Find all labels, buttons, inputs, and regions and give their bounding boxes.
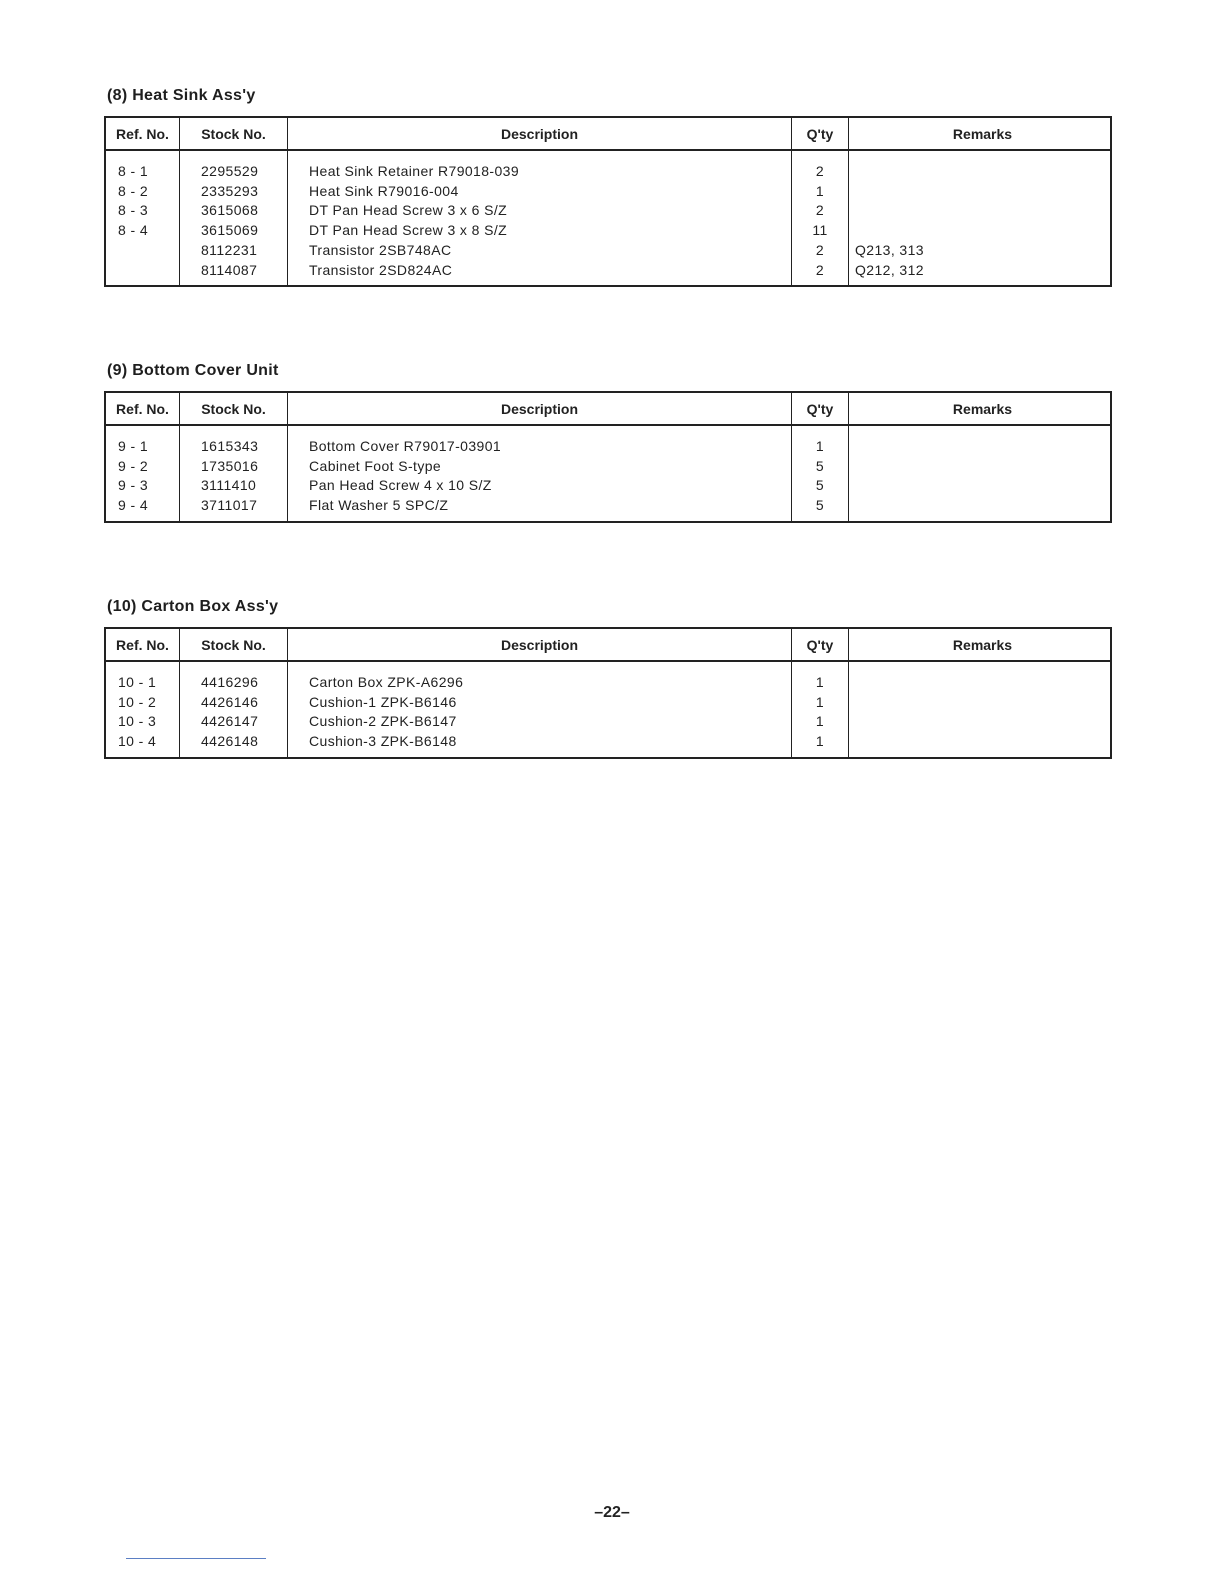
description-cell: DT Pan Head Screw 3 x 8 S/Z: [288, 221, 792, 241]
column-header-remarks: Remarks: [849, 117, 1112, 150]
table-row: [105, 150, 1111, 182]
qty-cell: 2: [792, 150, 849, 182]
table-row: [105, 261, 1111, 287]
column-header-description: Description: [288, 392, 792, 425]
qty-cell: 1: [792, 182, 849, 202]
section-title: (10) Carton Box Ass'y: [107, 598, 279, 615]
remarks-cell: [849, 150, 1112, 182]
column-header-stock-no: Stock No.: [180, 117, 288, 150]
column-header-qty: Q'ty: [792, 117, 849, 150]
stock-no-cell: 4426147: [180, 712, 288, 732]
description-cell: DT Pan Head Screw 3 x 6 S/Z: [288, 201, 792, 221]
remarks-cell: Q212, 312: [855, 261, 924, 278]
qty-cell: 2: [792, 201, 849, 221]
ref-no-cell: 9 - 4: [105, 496, 180, 522]
qty-cell: 1: [792, 425, 849, 457]
description-cell: Heat Sink Retainer R79018-039: [288, 150, 792, 182]
stock-no-cell: 4416296: [180, 661, 288, 693]
stock-no-cell: 3711017: [180, 496, 288, 522]
ref-no-cell: 8 - 1: [105, 150, 180, 182]
description-cell: Cushion-3 ZPK-B6148: [288, 732, 792, 758]
stock-no-cell: 4426148: [180, 732, 288, 758]
table-row: [105, 732, 1111, 758]
table-row: [105, 425, 1111, 457]
table-row: [105, 221, 1111, 241]
qty-cell: 1: [792, 693, 849, 713]
column-header-qty: Q'ty: [792, 392, 849, 425]
table-row: [105, 712, 1111, 732]
description-cell: Cabinet Foot S-type: [288, 457, 792, 477]
stock-no-cell: 1615343: [180, 425, 288, 457]
table-row: [105, 693, 1111, 713]
section-heat-sink-assy: [104, 84, 1112, 287]
stock-no-cell: 8112231: [180, 241, 288, 261]
stock-no-cell: 3615068: [180, 201, 288, 221]
remarks-cell: [849, 457, 1112, 477]
qty-cell: 5: [792, 457, 849, 477]
ref-no-cell: 10 - 1: [105, 661, 180, 693]
description-cell: Cushion-2 ZPK-B6147: [288, 712, 792, 732]
parts-table: [104, 391, 1112, 523]
remarks-cell: [849, 661, 1112, 693]
remarks-cell: [849, 496, 1112, 522]
parts-table: [104, 627, 1112, 759]
stock-no-cell: 3615069: [180, 221, 288, 241]
description-cell: Pan Head Screw 4 x 10 S/Z: [288, 476, 792, 496]
section-bottom-cover-unit: [104, 359, 1112, 523]
table-header-row: [105, 117, 1111, 150]
table-row: [105, 241, 1111, 261]
qty-cell: 2: [792, 261, 849, 287]
table-row: [105, 457, 1111, 477]
description-cell: Flat Washer 5 SPC/Z: [288, 496, 792, 522]
stock-no-cell: 4426146: [180, 693, 288, 713]
stock-no-cell: 2335293: [180, 182, 288, 202]
stock-no-cell: 1735016: [180, 457, 288, 477]
description-cell: Heat Sink R79016-004: [288, 182, 792, 202]
qty-cell: 5: [792, 496, 849, 522]
description-cell: Transistor 2SD824AC: [288, 261, 792, 287]
section-carton-box-assy: [104, 595, 1112, 759]
ref-no-cell: 9 - 1: [105, 425, 180, 457]
description-cell: Transistor 2SB748AC: [288, 241, 792, 261]
ref-no-cell: 10 - 4: [105, 732, 180, 758]
ref-no-cell: 10 - 3: [105, 712, 180, 732]
qty-cell: 1: [792, 732, 849, 758]
column-header-ref-no: Ref. No.: [105, 392, 180, 425]
table-row: [105, 661, 1111, 693]
column-header-description: Description: [288, 628, 792, 661]
parts-table: [104, 116, 1112, 287]
description-cell: Bottom Cover R79017-03901: [288, 425, 792, 457]
section-title: (8) Heat Sink Ass'y: [107, 87, 256, 104]
column-header-remarks: Remarks: [849, 628, 1112, 661]
column-header-ref-no: Ref. No.: [105, 628, 180, 661]
remarks-cell: [849, 476, 1112, 496]
remarks-cell: [849, 182, 1112, 202]
table-row: [105, 201, 1111, 221]
qty-cell: 2: [792, 241, 849, 261]
stock-no-cell: 2295529: [180, 150, 288, 182]
ref-no-cell: 8 - 3: [105, 201, 180, 221]
ref-no-cell: 9 - 2: [105, 457, 180, 477]
remarks-cell: Q213, 313: [855, 241, 924, 258]
stock-no-cell: 8114087: [180, 261, 288, 287]
ref-no-cell: [105, 241, 180, 261]
footer-divider: [126, 1558, 266, 1559]
ref-no-cell: [105, 261, 180, 287]
table-header-row: [105, 628, 1111, 661]
remarks-cell: [849, 425, 1112, 457]
ref-no-cell: 8 - 2: [105, 182, 180, 202]
qty-cell: 1: [792, 661, 849, 693]
column-header-stock-no: Stock No.: [180, 628, 288, 661]
page-number: –22–: [594, 1504, 630, 1521]
column-header-qty: Q'ty: [792, 628, 849, 661]
table-row: [105, 182, 1111, 202]
ref-no-cell: 9 - 3: [105, 476, 180, 496]
table-row: [105, 496, 1111, 522]
table-row: [105, 476, 1111, 496]
remarks-cell: [849, 732, 1112, 758]
ref-no-cell: 10 - 2: [105, 693, 180, 713]
qty-cell: 11: [792, 221, 849, 241]
column-header-remarks: Remarks: [849, 392, 1112, 425]
remarks-cell: [849, 201, 1112, 221]
remarks-cell: [849, 221, 1112, 241]
remarks-cell: [849, 712, 1112, 732]
qty-cell: 1: [792, 712, 849, 732]
remarks-cell: [849, 693, 1112, 713]
ref-no-cell: 8 - 4: [105, 221, 180, 241]
column-header-ref-no: Ref. No.: [105, 117, 180, 150]
column-header-stock-no: Stock No.: [180, 392, 288, 425]
section-title: (9) Bottom Cover Unit: [107, 362, 279, 379]
stock-no-cell: 3111410: [180, 476, 288, 496]
qty-cell: 5: [792, 476, 849, 496]
description-cell: Cushion-1 ZPK-B6146: [288, 693, 792, 713]
column-header-description: Description: [288, 117, 792, 150]
table-header-row: [105, 392, 1111, 425]
description-cell: Carton Box ZPK-A6296: [288, 661, 792, 693]
